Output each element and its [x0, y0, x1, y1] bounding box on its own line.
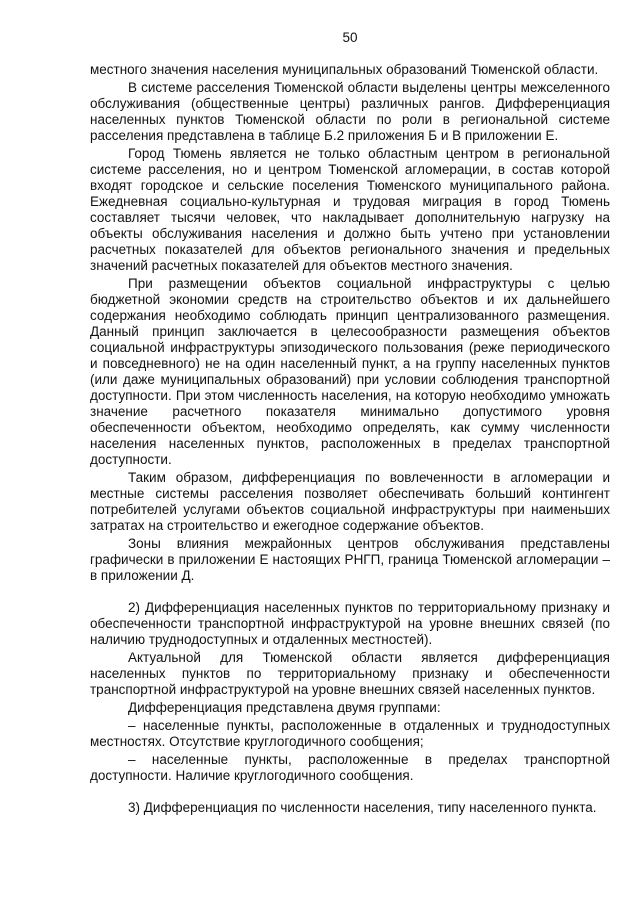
paragraph-differentiation-summary: Таким образом, дифференциация по вовлеченности в агломерации и местные системы расселения позволяет обеспечивать больший контингент потребителей услугами объектов социальной инфраструктуры при наименьших затратах на строительство и ежегодное содержание объектов.: [90, 470, 610, 533]
paragraph-continuation: местного значения населения муниципальных образований Тюменской области.: [90, 62, 599, 77]
section-heading-2: 2) Дифференциация населенных пунктов по территориальному признаку и обеспеченности транспортной инфраструктурой на уровне внешних связей (по наличию труднодоступных и отдаленных местностей).: [90, 600, 610, 647]
document-body: [90, 62, 610, 818]
section-heading-3: 3) Дифференциация по численности населения, типу населенного пункта.: [128, 800, 597, 815]
paragraph-two-groups: Дифференциация представлена двумя группами:: [128, 700, 441, 715]
list-item-remote-settlements: – населенные пункты, расположенные в отдаленных и труднодоступных местностях. Отсутствие круглогодичного сообщения;: [90, 718, 610, 749]
list-item-accessible-settlements: – населенные пункты, расположенные в пределах транспортной доступности. Наличие круглогодичного сообщения.: [90, 752, 610, 783]
paragraph-settlement-centers: В системе расселения Тюменской области выделены центры межселенного обслуживания (общественные центры) различных рангов. Дифференциация населенных пунктов Тюменской области по роли в региональной системе расселения представлена в таблице Б.2 приложения Б и В приложении Е.: [90, 80, 610, 143]
paragraph-tyumen-agglomeration: Город Тюмень является не только областным центром в региональной системе расселения, но и центром Тюменской агломерации, в состав которой входят городское и сельские поселения Тюменского муниципального района. Ежедневная социально-культурная и трудовая миграция в город Тюмень составляет тысячи человек, что накладывает дополнительную нагрузку на объекты обслуживания населения и должно быть учтено при установлении расчетных показателей для объектов регионального значения и предельных значений расчетных показателей для объектов местного значения.: [90, 146, 610, 273]
paragraph-centralized-placement: При размещении объектов социальной инфраструктуры с целью бюджетной экономии средств на строительство объектов и их дальнейшего содержания необходимо соблюдать принцип централизованного размещения. Данный принцип заключается в целесообразности размещения объектов социальной инфраструктуры эпизодического пользования (реже периодического и повседневного) не на один населенный пункт, а на группу населенных пунктов (или даже муниципальных образований) при условии соблюдения транспортной доступности. При этом численность населения, на которую необходимо умножать значение расчетного показателя минимально допустимого уровня обеспеченности объектом, необходимо определять, как сумму численности населения населенных пунктов, расположенных в пределах транспортной доступности.: [90, 276, 610, 467]
paragraph-influence-zones: Зоны влияния межрайонных центров обслуживания представлены графически в приложении Е настоящих РНГП, граница Тюменской агломерации – в приложении Д.: [90, 536, 610, 583]
paragraph-territorial-differentiation: Актуальной для Тюменской области является дифференциация населенных пунктов по территориальному признаку и обеспеченности транспортной инфраструктурой на уровне внешних связей населенных пунктов.: [90, 650, 610, 697]
page-number: 50: [342, 30, 358, 45]
